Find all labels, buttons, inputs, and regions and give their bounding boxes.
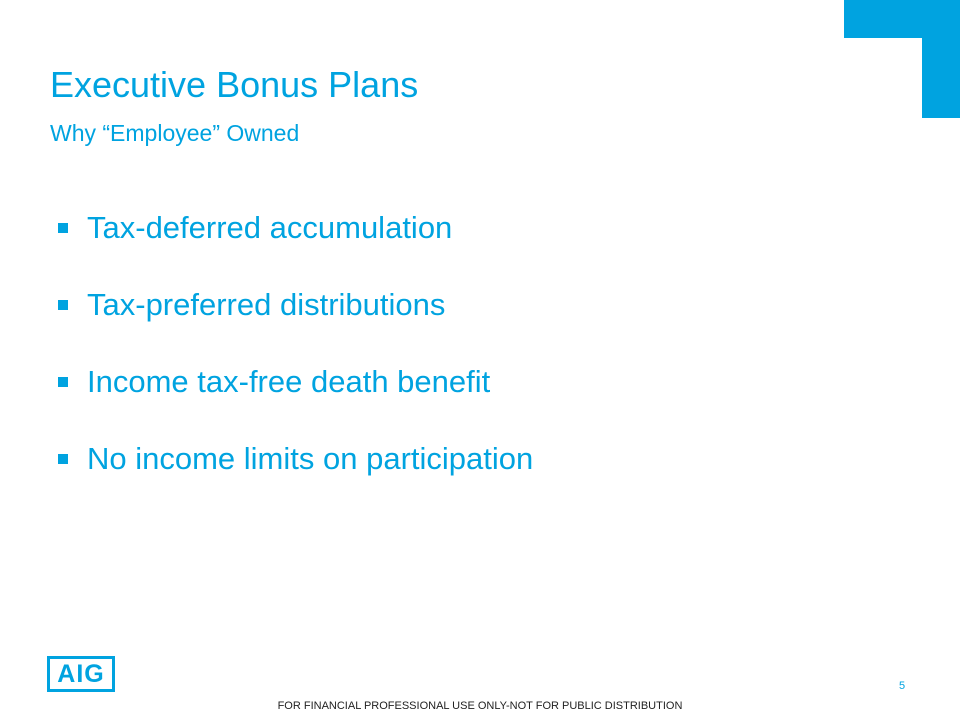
- footer-disclaimer: FOR FINANCIAL PROFESSIONAL USE ONLY-NOT FOR PUBLIC DISTRIBUTION: [277, 700, 683, 712]
- bullet-text: Tax-preferred distributions: [87, 287, 446, 322]
- bullet-item: [58, 358, 533, 406]
- square-bullet-icon: [58, 377, 68, 387]
- square-bullet-icon: [58, 300, 68, 310]
- bullet-item: [58, 281, 533, 329]
- slide-title: Executive Bonus Plans: [50, 64, 419, 105]
- bullet-list: [58, 204, 533, 512]
- slide-subtitle: Why “Employee” Owned: [50, 120, 300, 146]
- bullet-item: [58, 204, 533, 252]
- square-bullet-icon: [58, 223, 68, 233]
- bullet-text: No income limits on participation: [87, 441, 534, 476]
- page-number: 5: [899, 680, 906, 692]
- corner-accent-bar: [922, 0, 960, 118]
- corner-accent-block: [844, 0, 922, 38]
- bullet-text: Tax-deferred accumulation: [87, 210, 453, 245]
- logo-text: AIG: [57, 659, 105, 688]
- bullet-text: Income tax-free death benefit: [87, 364, 491, 399]
- aig-logo: [47, 656, 115, 692]
- square-bullet-icon: [58, 454, 68, 464]
- bullet-item: [58, 435, 533, 483]
